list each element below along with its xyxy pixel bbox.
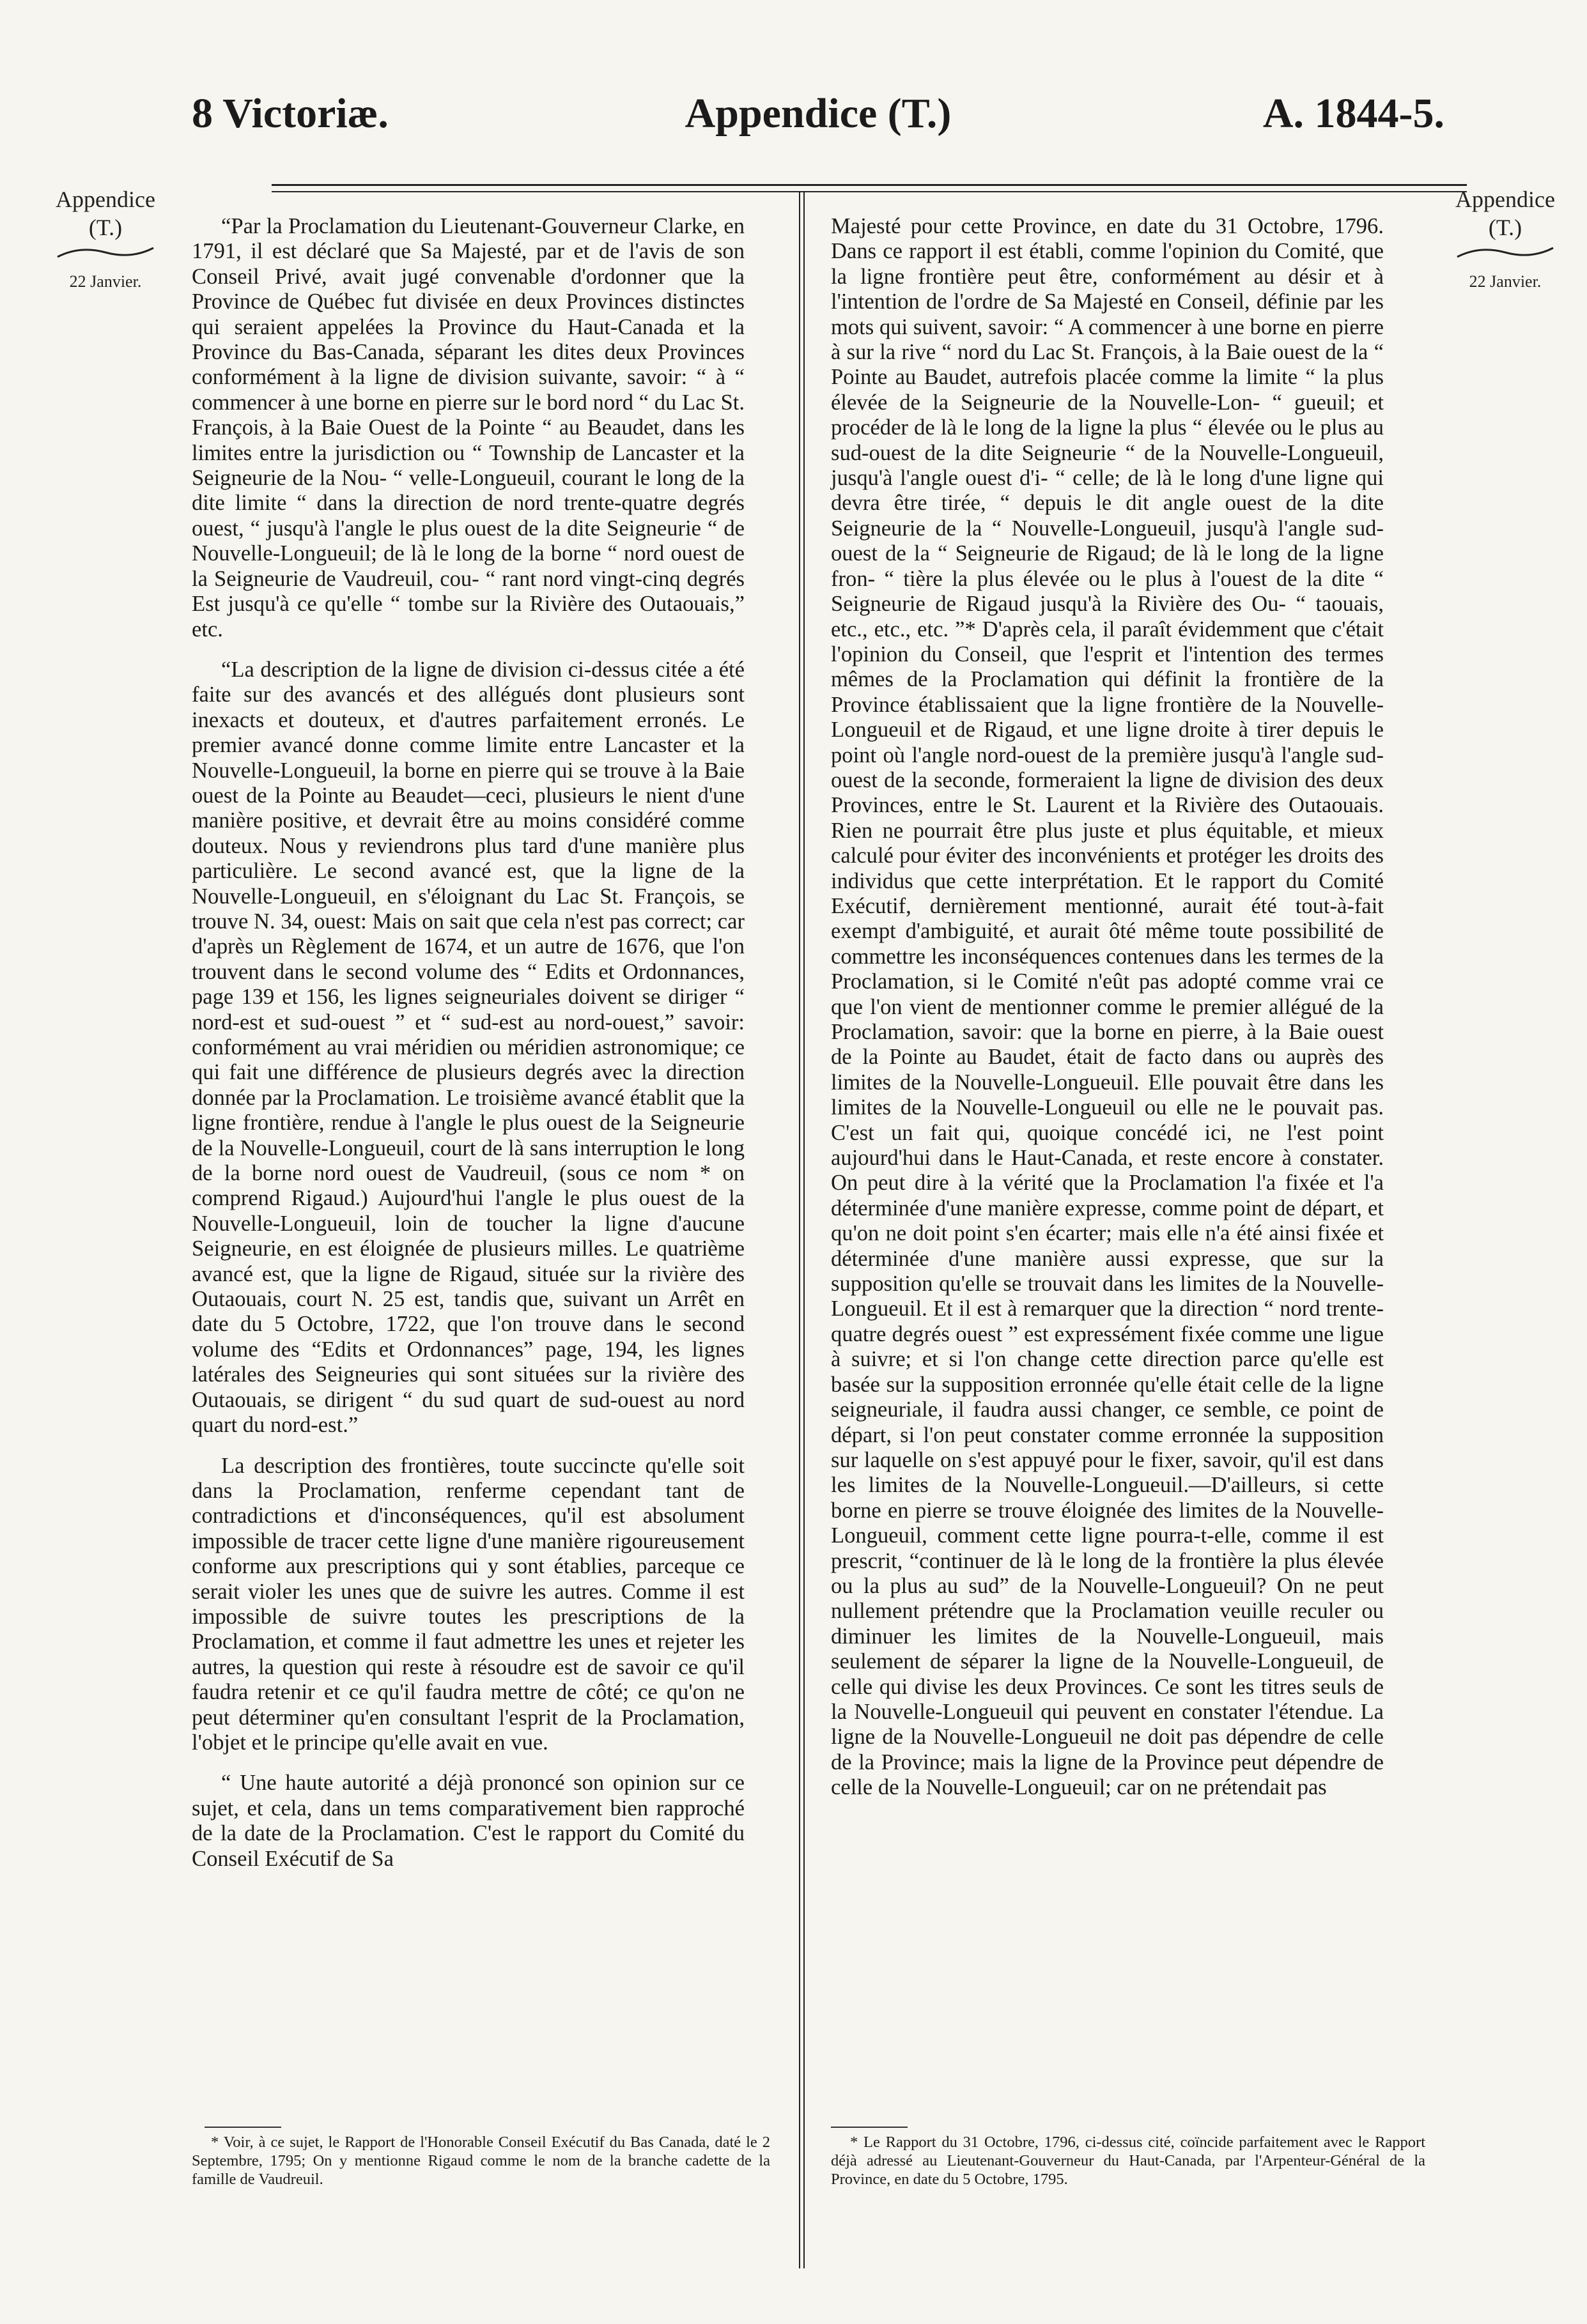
footnote-text: * Le Rapport du 31 Octobre, 1796, ci-dessus cité, coïncide parfaitement avec le Rapport déjà adressé au Lieutenant-Gouverneur du Haut-Canada, par l'Arpenteur-Général de la Province, en date du 5 Octobre, 1795. [831, 2134, 1425, 2188]
swash-ornament-icon [1454, 244, 1556, 261]
paragraph: Majesté pour cette Province, en date du 31 Octobre, 1796. Dans ce rapport il est établi, comme l'opinion du Comité, que la ligne frontière peut être, conformément au désir et à l'intention de l'ordre de Sa Majesté en Conseil, définie par les mots qui suivent, savoir: “ A commencer à une borne en pierre à sur la rive “ nord du Lac St. François, à la Baie ouest de la “ Pointe au Baudet, autrefois placée comme la limite “ la plus élevée de la Seigneurie de la Nouvelle-Lon- “ gueuil; et procéder de là le long de la ligne la plus “ élevée ou le plus au sud-ouest de la dite Seigneurie “ de la Nouvelle-Longueuil, jusqu'à l'angle ouest d'i- “ celle; de là le long d'une ligne qui devra être tirée, “ depuis le dit angle ouest de la dite Seigneurie de la “ Nouvelle-Longueuil, jusqu'à l'angle sud-ouest de la “ Seigneurie de Rigaud; de là le long de la ligne fron- “ tière la plus élevée ou le plus à l'ouest de la dite “ Seigneurie de Rigaud jusqu'à la Rivière des Ou- “ taouais, etc., etc., etc. ”* D'après cela, il paraît évidemment que c'était l'opinion du Conseil, que l'esprit et l'intention des termes mêmes de la Proclamation qui définit la frontière de la Province établissaient que la ligne frontière de la Nouvelle-Longueuil et de Rigaud, et une ligne droite à tirer depuis le point où l'angle nord-ouest de la première jusqu'à l'angle sud-ouest de la seconde, formeraient la ligne de division des deux Provinces, entre le St. Laurent et la Rivière des Outaouais. Rien ne pourrait être plus juste et plus équitable, et mieux calculé pour éviter des inconvénients et protéger les droits des individus que cette interprétation. Et le rapport du Comité Exécutif, dernièrement mentionné, aurait été tout-à-fait exempt d'ambiguité, et aurait ôté même toute possibilité de commettre les inconséquences contenues dans les termes de la Proclamation, si le Comité n'eût pas adopté comme vrai ce que l'on vient de mentionner comme le premier allégué de la Proclamation, savoir: que la borne en pierre, à la Baie ouest de la Pointe au Baudet, était de facto dans ou auprès des limites de la Nouvelle-Longueuil. Elle pouvait être dans les limites de la Nouvelle-Longueuil ou elle ne le pouvait pas. C'est un fait qui, quoique concédé ici, ne l'est point aujourd'hui dans le Haut-Canada, et reste encore à constater. On peut dire à la vérité que la Proclamation l'a fixée et l'a déterminée d'une manière expresse, comme point de départ, et qu'on ne doit point s'en écarter; mais elle n'a été ainsi fixée et déterminée d'une manière aussi expresse, que sur la supposition qu'elle se trouvait dans les limites de la Nouvelle-Longueuil. Et il est à remarquer que la direction “ nord trente-quatre degrés ouest ” est expressément fixée comme une ligue à suivre; et si l'on change cette direction parce qu'elle est basée sur la supposition erronnée qu'elle était celle de la ligne seigneuriale, il faudra aussi changer, ce semble, ce point de départ, si l'on peut constater comme erronnée la supposition sur laquelle on s'est appuyé pour le fixer, savoir, qu'il est dans les limites de la Nouvelle-Longueuil.—D'ailleurs, si cette borne en pierre se trouve éloignée des limites de la Nouvelle-Longueuil, comment cette ligne pourra-t-elle, comme il est prescrit, “continuer de là le long de la frontière la plus élevée ou la plus au sud” de la Nouvelle-Longueuil? On ne peut nullement prétendre que la Proclamation veuille reculer ou diminuer les limites de la Nouvelle-Longueuil, mais seulement de séparer la ligne de la Nouvelle-Longueuil, de celle qui divise les deux Provinces. Ce sont les titres seuls de la Nouvelle-Longueuil qui peuvent en constater l'étendue. La ligne de la Nouvelle-Longueuil ne doit pas dépendre de celle de la Province; mais la ligne de la Province peut dépendre de celle de la Nouvelle-Longueuil; car on ne prétendait pas [831, 214, 1384, 1800]
swash-ornament-icon [54, 244, 157, 261]
paragraph: “Par la Proclamation du Lieutenant-Gouverneur Clarke, en 1791, il est déclaré que Sa Majesté, par et de l'avis de son Conseil Privé, avait jugé convenable d'ordonner que la Province de Québec fut divisée en deux Provinces distinctes qui seraient appelées la Province du Haut-Canada et la Province du Bas-Canada, séparant les dites deux Provinces conformément à la ligne de division suivante, savoir: “ à “ commencer à une borne en pierre sur le bord nord “ du Lac St. François, à la Baie Ouest de la Pointe “ au Beaudet, dans les limites entre la jurisdiction ou “ Township de Lancaster et la Seigneurie de la Nou- “ velle-Longueuil, courant le long de la dite limite “ dans la direction de nord trente-quatre degrés ouest, “ jusqu'à l'angle le plus ouest de la dite Seigneurie “ de Nouvelle-Longueuil; de là le long de la borne “ nord ouest de la Seigneurie de Vaudreuil, cou- “ rant nord vingt-cinq degrés Est jusqu'à ce qu'elle “ tombe sur la Rivière des Outaouais,” etc. [192, 214, 745, 642]
running-header [192, 89, 1444, 160]
header-title: Appendice (T.) [685, 90, 952, 137]
footnote-rule-right [831, 2127, 908, 2128]
margin-note-right-date: 22 Janvier. [1469, 272, 1542, 291]
right-column [831, 214, 1384, 2118]
margin-note-left-appendix: (T.) [88, 215, 123, 240]
header-year: A. 1844-5. [1262, 90, 1444, 137]
footnote-text: * Voir, à ce sujet, le Rapport de l'Honorable Conseil Exécutif du Bas Canada, daté le 2 Septembre, 1795; On y mentionne Rigaud comme le nom de la branche cadette de la famille de Vaudreuil. [192, 2134, 770, 2188]
paragraph: “ Une haute autorité a déjà prononcé son opinion sur ce sujet, et cela, dans un tems comparativement bien rapproché de la date de la Proclamation. C'est le rapport du Comité du Conseil Exécutif de Sa [192, 1771, 745, 1871]
column-divider [799, 192, 805, 2268]
footnote-left [192, 2133, 770, 2189]
footnote-rule-left [205, 2127, 281, 2128]
margin-note-right-label: Appendice [1455, 187, 1555, 212]
paragraph: La description des frontières, toute succincte qu'elle soit dans la Proclamation, renferme cependant tant de contradictions et d'inconséquences, qu'il est absolument impossible de tracer cette ligne d'une manière rigoureusement conforme aux prescriptions qui y sont établies, parceque ce serait violer les unes que de suivre les autres. Comme il est impossible de suivre toutes les prescriptions de la Proclamation, et comme il faut admettre les unes et rejeter les autres, la question qui reste à résoudre est de savoir ce qu'il faudra retenir et ce qu'il faudra mettre de côté; ce qu'on ne peut déterminer qu'en consultant l'esprit de la Proclamation, l'objet et le principe qu'elle avait en vue. [192, 1453, 745, 1755]
paragraph: “La description de la ligne de division ci-dessus citée a été faite sur des avancés et des allégués dont plusieurs sont inexacts et douteux, et d'autres parfaitement erronés. Le premier avancé donne comme limite entre Lancaster et la Nouvelle-Longueuil, la borne en pierre qui se trouve à la Baie ouest de la Pointe au Beaudet—ceci, plusieurs le nient d'une manière positive, et devrait être au moins considéré comme douteux. Nous y reviendrons plus tard d'une manière plus particulière. Le second avancé est, que la ligne de la Nouvelle-Longueuil, en s'éloignant du Lac St. François, se trouve N. 34, ouest: Mais on sait que cela n'est pas correct; car d'après un Règlement de 1674, et un autre de 1676, que l'on trouvent dans le second volume des “ Edits et Ordonnances, page 139 et 156, les lignes seigneuriales doivent se diriger “ nord-est et sud-ouest ” et “ sud-est au nord-ouest,” savoir: conformément au vrai méridien ou méridien astronomique; ce qui fait une différence de plusieurs degrés avec la direction donnée par la Proclamation. Le troisième avancé établit que la ligne frontière, rendue à l'angle le plus ouest de la Seigneurie de la Nouvelle-Longueuil, court de là sans interruption le long de la borne nord ouest de Vaudreuil, (sous ce nom * on comprend Rigaud.) Aujourd'hui l'angle le plus ouest de la Nouvelle-Longueuil, loin de toucher la ligne d'aucune Seigneurie, en est éloignée de plusieurs milles. Le quatrième avancé est, que la ligne de Rigaud, située sur la rivière des Outaouais, court N. 25 est, tandis que, suivant un Arrêt en date du 5 Octobre, 1722, que l'on trouve dans le second volume des “Edits et Ordonnances” page, 194, les lignes latérales des Seigneuries qui sont situées sur la rivière des Outaouais, se dirigent “ du sud quart de sud-ouest au nord quart du nord-est.” [192, 657, 745, 1438]
left-column [192, 214, 745, 2118]
margin-note-left-label: Appendice [56, 187, 155, 212]
margin-note-right [1435, 185, 1575, 291]
margin-note-left-date: 22 Janvier. [69, 272, 142, 291]
footnote-right [831, 2133, 1425, 2189]
margin-note-left [35, 185, 176, 291]
header-rule [272, 184, 1467, 192]
header-session: 8 Victoriæ. [192, 90, 389, 137]
margin-note-right-appendix: (T.) [1488, 215, 1522, 240]
